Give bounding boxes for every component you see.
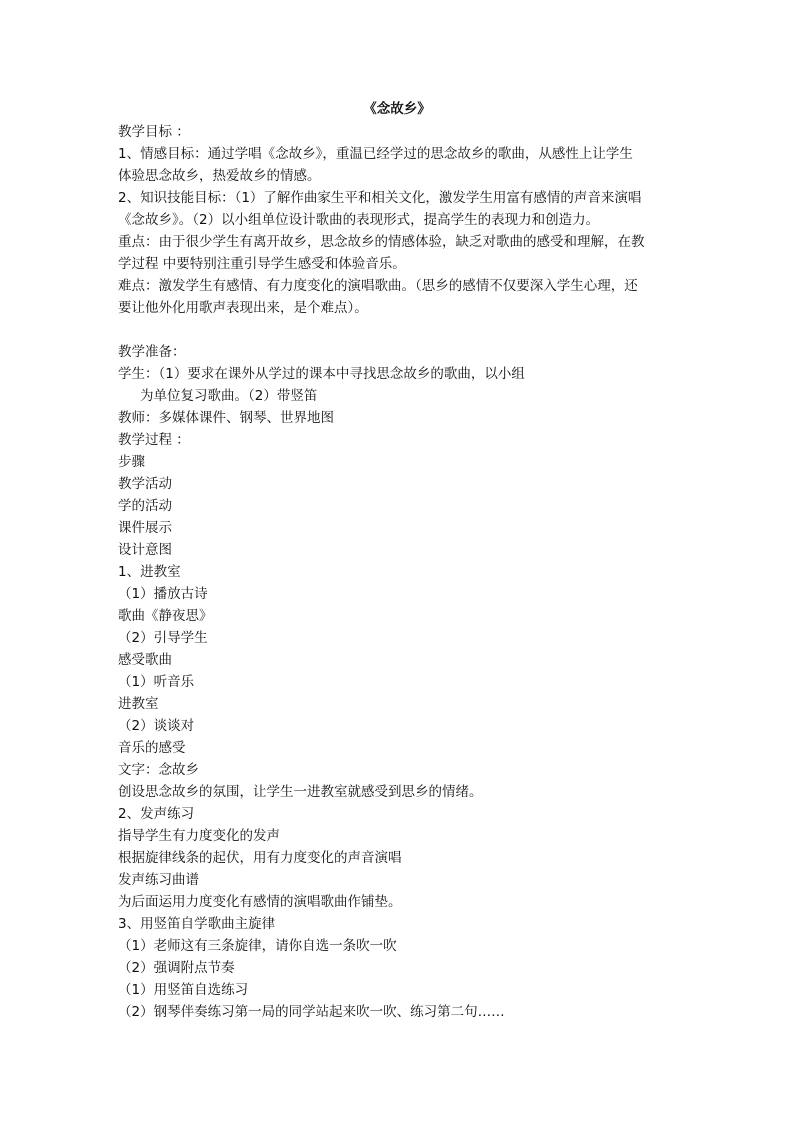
text-line: （2）强调附点节奏 xyxy=(118,960,235,976)
text-line: 为单位复习歌曲。（2）带竖笛 xyxy=(140,388,318,404)
text-line: 2、知识技能目标：（1）了解作曲家生平和相关文化，激发学生用富有感情的声音来演唱 xyxy=(118,190,642,206)
text-line: 难点：激发学生有感情、有力度变化的演唱歌曲。（思乡的感情不仅要深入学生心理，还 xyxy=(118,278,638,294)
text-line: 《念故乡》。（2）以小组单位设计歌曲的表现形式，提高学生的表现力和创造力。 xyxy=(118,212,600,228)
document-body xyxy=(118,121,678,1023)
text-line: 1、进教室 xyxy=(118,564,181,580)
text-line: 要让他外化用歌声表现出来，是个难点）。 xyxy=(118,300,368,316)
text-line: 指导学生有力度变化的发声 xyxy=(118,828,280,844)
text-line: （1）听音乐 xyxy=(118,674,195,690)
text-line: 教学目标 ： xyxy=(118,124,190,140)
text-line: 教学活动 xyxy=(118,476,172,492)
text-line: 1、情感目标：通过学唱《念故乡》，重温已经学过的思念故乡的歌曲，从感性上让学生 xyxy=(118,146,633,162)
text-line: 教师：多媒体课件、钢琴、世界地图 xyxy=(118,410,334,426)
text-line: 学的活动 xyxy=(118,498,172,514)
text-line: 步骤 xyxy=(118,454,145,470)
text-line: 重点：由于很少学生有离开故乡，思念故乡的情感体验，缺乏对歌曲的感受和理解，在教 xyxy=(118,234,645,250)
text-line: 教学准备： xyxy=(118,344,186,360)
text-line: 学过程 中要特别注重引导学生感受和体验音乐。 xyxy=(118,256,406,272)
document-page xyxy=(118,98,678,1023)
text-line: 教学过程 ： xyxy=(118,432,190,448)
text-line: 课件展示 xyxy=(118,520,172,536)
text-line: 创设思念故乡的氛围，让学生一进教室就感受到思乡的情绪。 xyxy=(118,784,483,800)
text-line: 音乐的感受 xyxy=(118,740,186,756)
text-line: （2）钢琴伴奏练习第一局的同学站起来吹一吹、练习第二句…… xyxy=(118,1004,505,1020)
text-line: （2）谈谈对 xyxy=(118,718,195,734)
text-line: 体验思念故乡，热爱故乡的情感。 xyxy=(118,168,321,184)
text-line: 根据旋律线条的起伏，用有力度变化的声音演唱 xyxy=(118,850,402,866)
text-line: 学生：（1）要求在课外从学过的课本中寻找思念故乡的歌曲，以小组 xyxy=(118,366,525,382)
text-line: （2）引导学生 xyxy=(118,630,208,646)
text-line: 感受歌曲 xyxy=(118,652,172,668)
document-title: 《念故乡》 xyxy=(363,101,431,117)
text-line: 文字：念故乡 xyxy=(118,762,199,778)
text-line: （1）播放古诗 xyxy=(118,586,208,602)
text-line: （1）老师这有三条旋律，请你自选一条吹一吹 xyxy=(118,938,397,954)
text-line: 设计意图 xyxy=(118,542,172,558)
text-line: 3、用竖笛自学歌曲主旋律 xyxy=(118,916,276,932)
text-line: 歌曲《静夜思》 xyxy=(118,608,213,624)
text-line: （1）用竖笛自选练习 xyxy=(118,982,249,998)
text-line: 2、发声练习 xyxy=(118,806,195,822)
text-line: 发声练习曲谱 xyxy=(118,872,199,888)
text-line: 为后面运用力度变化有感情的演唱歌曲作铺垫。 xyxy=(118,894,402,910)
text-line: 进教室 xyxy=(118,696,159,712)
blank-line xyxy=(118,319,678,341)
